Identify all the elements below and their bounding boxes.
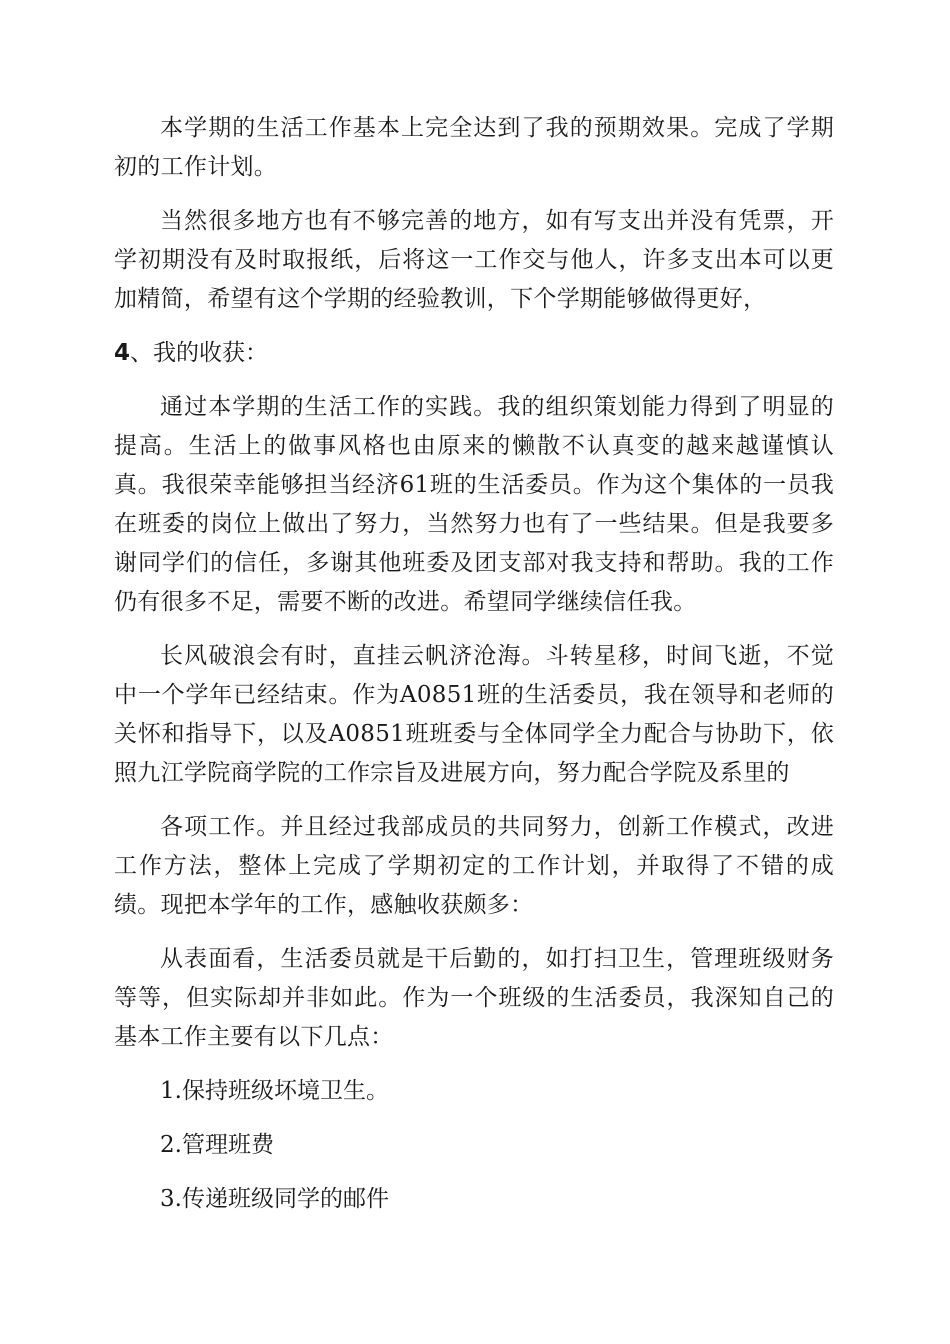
section-heading (114, 334, 834, 373)
document-body (114, 109, 834, 1234)
paragraph: 通过本学期的生活工作的实践。我的组织策划能力得到了明显的提高。生活上的做事风格也由原来的懒散不认真变的越来越谨慎认真。我很荣幸能够担当经济61班的生活委员。作为这个集体的一员我在班委的岗位上做出了努力，当然努力也有了一些结果。但是我要多谢同学们的信任，多谢其他班委及团支部对我支持和帮助。我的工作仍有很多不足，需要不断的改进。希望同学继续信任我。 (114, 394, 834, 615)
paragraph: 当然很多地方也有不够完善的地方，如有写支出并没有凭票，开学初期没有及时取报纸，后将这一工作交与他人，许多支出本可以更加精简，希望有这个学期的经验教训，下个学期能够做得更好， (114, 208, 834, 312)
section-heading-number: 4 (114, 340, 131, 366)
paragraph: 本学期的生活工作基本上完全达到了我的预期效果。完成了学期初的工作计划。 (114, 115, 834, 180)
section-heading-text: 、我的收获： (130, 340, 269, 366)
list-item: 3.传递班级同学的邮件 (160, 1186, 389, 1212)
paragraph: 长风破浪会有时，直挂云帆济沧海。斗转星移，时间飞逝，不觉中一个学年已经结束。作为A0851班的生活委员，我在领导和老师的关怀和指导下，以及A0851班班委与全体同学全力配合与协助下，依照九江学院商学院的工作宗旨及进展方向，努力配合学院及系里的 (114, 643, 834, 786)
paragraph: 从表面看，生活委员就是干后勤的，如打扫卫生，管理班级财务等等，但实际却并非如此。作为一个班级的生活委员，我深知自己的基本工作主要有以下几点： (114, 946, 834, 1050)
list-item: 1.保持班级坏境卫生。 (160, 1078, 389, 1104)
list-item: 2.管理班费 (160, 1132, 274, 1158)
paragraph: 各项工作。并且经过我部成员的共同努力，创新工作模式，改进工作方法，整体上完成了学期初定的工作计划，并取得了不错的成绩。现把本学年的工作，感触收获颇多： (114, 814, 834, 918)
